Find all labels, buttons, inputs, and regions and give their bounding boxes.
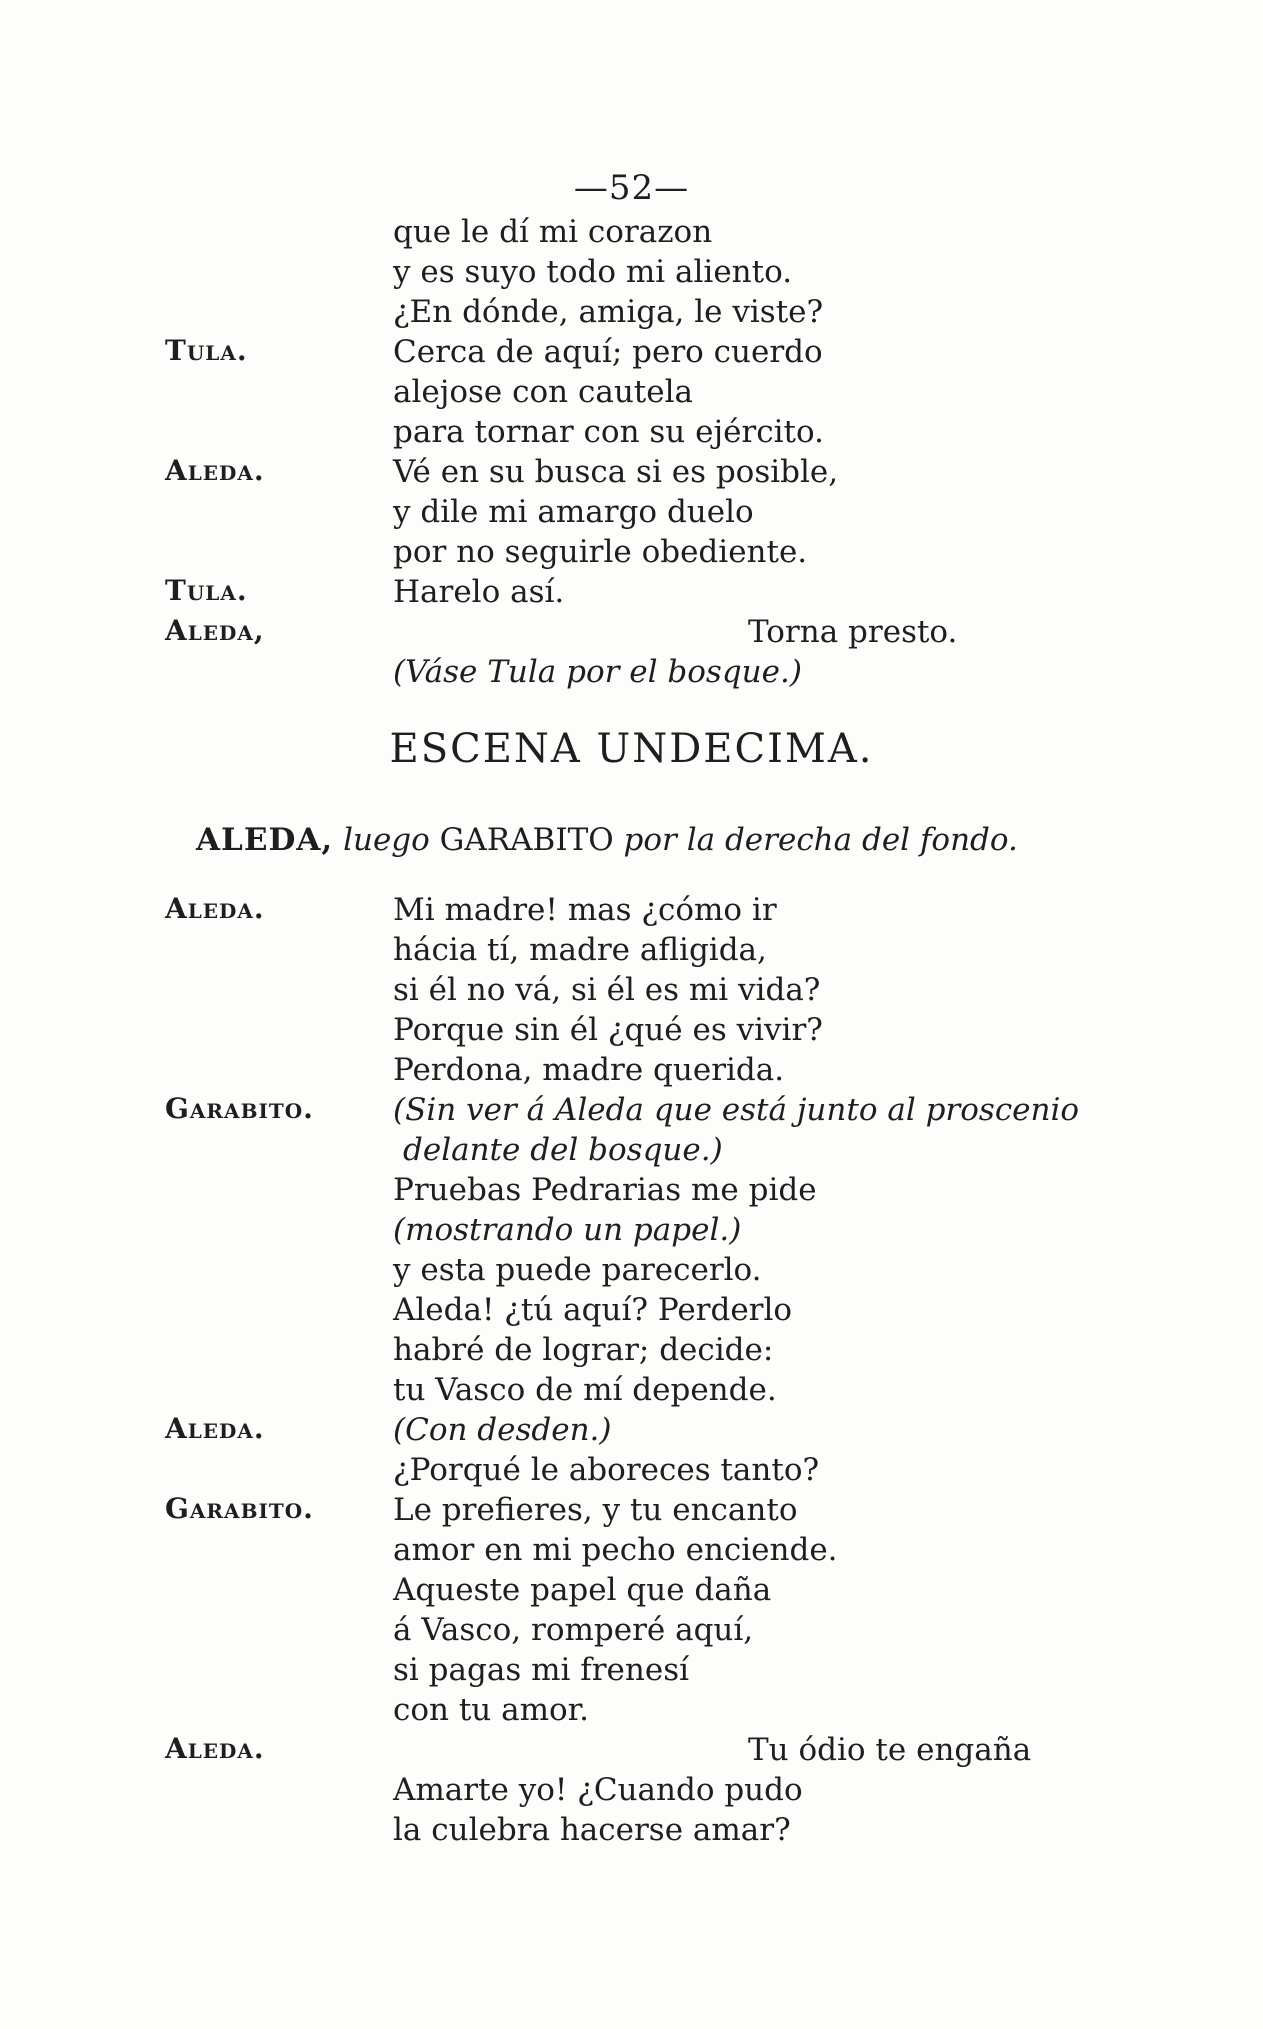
verse-line: ¿Porqué le aboreces tanto? (393, 1452, 820, 1488)
stage-direction: delante del bosque.) (403, 1132, 723, 1168)
verse-line: Vé en su busca si es posible, (393, 454, 839, 490)
verse-line: Aleda! ¿tú aquí? Perderlo (393, 1292, 793, 1328)
speaker-name: Aleda. (165, 1412, 265, 1445)
speaker-name: Aleda, (165, 614, 265, 647)
verse-line: Pruebas Pedrarias me pide (393, 1172, 817, 1208)
verse-line: y es suyo todo mi aliento. (393, 254, 793, 290)
stage-direction: (Váse Tula por el bosque.) (393, 654, 802, 690)
verse-line: amor en mi pecho enciende. (393, 1532, 838, 1568)
verse-line: Aqueste papel que daña (393, 1572, 772, 1608)
verse-line: Tu ódio te engaña (748, 1732, 1032, 1768)
verse-line: la culebra hacerse amar? (393, 1812, 791, 1848)
verse-line: alejose con cautela (393, 374, 693, 410)
verse-line: Le prefieres, y tu encanto (393, 1492, 798, 1528)
verse-line: Torna presto. (748, 614, 958, 650)
verse-line: Cerca de aquí; pero cuerdo (393, 334, 823, 370)
speaker-name: Aleda. (165, 1732, 265, 1765)
speaker-name: Tula. (165, 334, 248, 367)
verse-line: Harelo así. (393, 574, 565, 610)
cast-direction: por la derecha del fondo. (623, 822, 1018, 858)
cast-aleda: ALEDA, (196, 822, 334, 858)
speaker-name: Garabito. (165, 1492, 314, 1525)
verse-line: si él no vá, si él es mi vida? (393, 972, 821, 1008)
speaker-name: Aleda. (165, 454, 265, 487)
verse-line: hácia tí, madre afligida, (393, 932, 767, 968)
verse-line: Perdona, madre querida. (393, 1052, 785, 1088)
stage-direction: (mostrando un papel.) (393, 1212, 742, 1248)
speaker-name: Garabito. (165, 1092, 314, 1125)
verse-line: con tu amor. (393, 1692, 589, 1728)
verse-line: Porque sin él ¿qué es vivir? (393, 1012, 823, 1048)
verse-line: tu Vasco de mí depende. (393, 1372, 777, 1408)
verse-line: para tornar con su ejército. (393, 414, 824, 450)
verse-line: Mi madre! mas ¿cómo ir (393, 892, 777, 928)
verse-line: si pagas mi frenesí (393, 1652, 690, 1688)
verse-line: que le dí mi corazon (393, 214, 713, 250)
verse-line: Amarte yo! ¿Cuando pudo (393, 1772, 803, 1808)
stage-direction: (Con desden.) (393, 1412, 612, 1448)
verse-line: ¿En dónde, amiga, le viste? (393, 294, 824, 330)
verse-line: y dile mi amargo duelo (393, 494, 754, 530)
verse-line: y esta puede parecerlo. (393, 1252, 762, 1288)
page-number: —52— (573, 168, 690, 208)
cast-garabito: GARABITO (439, 822, 614, 858)
scene-title: ESCENA UNDECIMA. (389, 726, 874, 772)
cast-connector: luego (343, 822, 430, 858)
stage-direction: (Sin ver á Aleda que está junto al proscenio (393, 1092, 1080, 1128)
speaker-name: Tula. (165, 574, 248, 607)
verse-line: habré de lograr; decide: (393, 1332, 774, 1368)
verse-line: á Vasco, romperé aquí, (393, 1612, 754, 1648)
speaker-name: Aleda. (165, 892, 265, 925)
scene-cast (196, 822, 1018, 858)
verse-line: por no seguirle obediente. (393, 534, 808, 570)
